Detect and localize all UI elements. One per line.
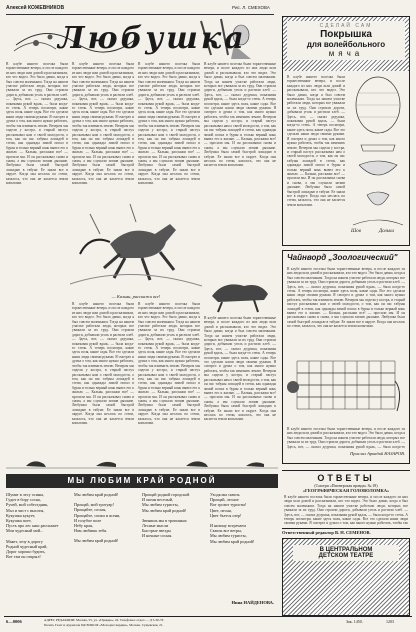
volleyball-title-1: Покрышка bbox=[320, 29, 372, 40]
poem-column-4: Уходя мы сквозь Прощай, лесное Вот грозит туристы! Цвет, песня, Цвет бьется озер! И низину встречаем Сквозь все ветры, Мы любим туристы, Мы любим край родной! bbox=[210, 492, 255, 544]
story-column-3b: В клубе нашего поселка были торжественные вечера, и после каждого из них люди шли домой и рассказывали, кто что видел. Это было давно, когда я был совсем маленьким. Тогда на нашем участке работали люди, которых все уважали за их труд. Они строили дороги, добывали уголь и растили хлеб. — Здесь, вот, — сказал дедушка, показывая рукой вдаль, — была когда-то степь. А теперь посмотри, какие здесь поля, какие сады. Все это сделали наши люди своими руками. Я смотрел и думал о том, как много нужно работать, чтобы так изменить землю. Вечером мы сидели у костра, и старый пастух рассказывал нам о своей молодости, о том, как он пас табуны лошадей в степи, как однажды зимой попал в буран и только верный конь вывел его к жилью. — Кальян, расскажи все! — просили мы. И он рассказывал снова и снова, а мы слушали затаив дыхание. Любушка была самой быстрой лошадью в табуне. Ее знали все в округе. Когда она неслась по степи, казалось, что она не касается земли копытами. bbox=[138, 302, 200, 425]
answers-title: ОТВЕТЫ bbox=[317, 473, 375, 483]
footer bbox=[4, 616, 412, 628]
animal-illustration bbox=[204, 266, 276, 314]
volleyball-kicker: СДЕЛАЙ САМ bbox=[319, 23, 373, 29]
horse-illustration bbox=[70, 194, 202, 292]
story-column-1: В клубе нашего поселка были торжественные вечера, и после каждого из них люди шли домой и рассказывали, кто что видел. Это было давно, когда я был совсем маленьким. Тогда на нашем участке работали люди, которых все уважали за их труд. Они строили дороги, добывали уголь и растили хлеб. — Здесь, вот, — сказал дедушка, показывая рукой вдаль, — была когда-то степь. А теперь посмотри, какие здесь поля, какие сады. Все это сделали наши люди своими руками. Я смотрел и думал о том, как много нужно работать, чтобы так изменить землю. Вечером мы сидели у костра, и старый пастух рассказывал нам о своей молодости, о том, как он пас табуны лошадей в степи, как однажды зимой попал в буран и только верный конь вывел его к жилью. — Кальян, расскажи все! — просили мы. И он рассказывал снова и снова, а мы слушали затаив дыхание. Любушка была самой быстрой лошадью в табуне. Ее знали все в округе. Когда она неслась по степи, казалось, что она не касается земли копытами. bbox=[6, 62, 68, 185]
story-column-2: В клубе нашего поселка были торжественные вечера, и после каждого из них люди шли домой и рассказывали, кто что видел. Это было давно, когда я был совсем маленьким. Тогда на нашем участке работали люди, которых все уважали за их труд. Они строили дороги, добывали уголь и растили хлеб. — Здесь, вот, — сказал дедушка, показывая рукой вдаль, — была когда-то степь. А теперь посмотри, какие здесь поля, какие сады. Все это сделали наши люди своими руками. Я смотрел и думал о том, как много нужно работать, чтобы так изменить землю. Вечером мы сидели у костра, и старый пастух рассказывал нам о своей молодости, о том, как он пас табуны лошадей в степи, как однажды зимой попал в буран и только верный конь вывел его к жилью. — Кальян, расскажи все! — просили мы. И он рассказывал снова и снова, а мы слушали затаив дыхание. Любушка была самой быстрой лошадью в табуне. Ее знали все в округе. Когда она неслась по степи, казалось, что она не касается земли копытами. bbox=[72, 62, 134, 185]
teaword-section bbox=[282, 250, 410, 464]
poem-banner bbox=[6, 474, 278, 488]
story-column-2b: В клубе нашего поселка были торжественные вечера, и после каждого из них люди шли домой и рассказывали, кто что видел. Это было давно, когда я был совсем маленьким. Тогда на нашем участке работали люди, которых все уважали за их труд. Они строили дороги, добывали уголь и растили хлеб. — Здесь, вот, — сказал дедушка, показывая рукой вдаль, — была когда-то степь. А теперь посмотри, какие здесь поля, какие сады. Все это сделали наши люди своими руками. Я смотрел и думал о том, как много нужно работать, чтобы так изменить землю. Вечером мы сидели у костра, и старый пастух рассказывал нам о своей молодости, о том, как он пас табуны лошадей в степи, как однажды зимой попал в буран и только верный конь вывел его к жилью. — Кальян, расскажи все! — просили мы. И он рассказывал снова и снова, а мы слушали затаив дыхание. Любушка была самой быстрой лошадью в табуне. Ее знали все в округе. Когда она неслась по степи, казалось, что она не касается земли копытами. bbox=[72, 302, 134, 425]
answers-subtitle: (Смотри «Пионерская правда» № 18) bbox=[314, 483, 378, 488]
newspaper-page bbox=[4, 4, 412, 628]
teaword-author: Прислал Аркадий НАЗАРОВ. bbox=[350, 451, 405, 456]
answers-section bbox=[282, 470, 410, 526]
story-illustrator: Рис. Л. СМЕХОВА bbox=[232, 5, 270, 10]
editor-line: Ответственный редактор В. Н. СЕМЕНОВ. bbox=[282, 528, 410, 535]
teaword-notes: В клубе нашего поселка были торжественные вечера, и после каждого из них люди шли домой и рассказывали, кто что видел. Это было давно, когда я был совсем маленьким. Тогда на нашем участке работали люди, которых все уважали за их труд. Они строили дороги, добывали уголь и растили хлеб. — Здесь, вот, — сказал дедушка, показывая рукой вдаль, — была когда-то bbox=[287, 427, 405, 449]
story-title-band bbox=[6, 14, 274, 60]
volleyball-title-2: для волейбольного bbox=[306, 40, 386, 49]
poem-body bbox=[6, 492, 278, 612]
answers-heading: «ГЕОГРАФИЧЕСКАЯ ГОЛОВОЛОМКА» bbox=[302, 488, 390, 493]
footer-address: АДРЕС РЕДАКЦИИ: Москва, 55, ул. «Правды», 24. Телефоны: отдел — Д 3-30-76 bbox=[44, 618, 164, 622]
illustration-caption: — Кальян, расскажи все! bbox=[111, 294, 161, 299]
teaword-clues: В клубе нашего поселка были торжественные вечера, и после каждого из них люди шли домой и рассказывали, кто что видел. Это было давно, когда я был совсем маленьким. Тогда на нашем участке работали люди, которых все уважали за их труд. Они строили дороги, добывали уголь и растили хлеб. — Здесь, вот, — сказал дедушка, показывая рукой вдаль, — была когда-то степь. А теперь посмотри, какие здесь поля, какие сады. Все это сделали наши люди своими руками. Я смотрел и думал о том, как много нужно работать, чтобы так изменить землю. Вечером мы сидели у костра, и старый пастух рассказывал нам о своей молодости, о том, как он пас табуны лошадей в степи, как однажды зимой попал в буран и только верный конь вывел его к жилью. — Кальян, расскажи все! — просили мы. И он рассказывал снова и снова, а мы слушали затаив дыхание. Любушка была самой быстрой лошадью в табуне. Ее знали все в округе. Когда она неслась по степи, казалось, что она не касается земли копытами. bbox=[287, 267, 405, 329]
volleyball-title-3: мяча bbox=[328, 49, 364, 58]
horse-frieze bbox=[6, 456, 278, 470]
label-seam: Шов bbox=[351, 229, 361, 234]
teaword-title: Чайнворд „Зоологический" bbox=[287, 253, 398, 262]
volleyball-section bbox=[282, 16, 410, 246]
theatre-line-2: ДЕТСКОМ ТЕАТРЕ bbox=[318, 553, 374, 559]
poem-author: Нина НАЙДЕНОВА. bbox=[231, 600, 274, 605]
story-column-4b: В клубе нашего поселка были торжественные вечера, и после каждого из них люди шли домой и рассказывали, кто что видел. Это было давно, когда я был совсем маленьким. Тогда на нашем участке работали люди, которых все уважали за их труд. Они строили дороги, добывали уголь и растили хлеб. — Здесь, вот, — сказал дедушка, показывая рукой вдаль, — была когда-то степь. А теперь посмотри, какие здесь поля, какие сады. Все это сделали наши люди своими руками. Я смотрел и думал о том, как много нужно работать, чтобы так изменить землю. Вечером мы сидели у костра, и старый пастух рассказывал нам о своей молодости, о том, как он пас табуны лошадей в степи, как однажды зимой попал в буран и только верный конь вывел его к жилью. — Кальян, расскажи все! — просили мы. И он рассказывал снова и снова, а мы слушали затаив дыхание. Любушка была самой быстрой лошадью в табуне. Ее знали все в округе. Когда она неслась по степи, казалось, что она не касается земли копытами. bbox=[204, 316, 276, 422]
story-column-3: В клубе нашего поселка были торжественные вечера, и после каждого из них люди шли домой и рассказывали, кто что видел. Это было давно, когда я был совсем маленьким. Тогда на нашем участке работали люди, которых все уважали за их труд. Они строили дороги, добывали уголь и растили хлеб. — Здесь, вот, — сказал дедушка, показывая рукой вдаль, — была когда-то степь. А теперь посмотри, какие здесь поля, какие сады. Все это сделали наши люди своими руками. Я смотрел и думал о том, как много нужно работать, чтобы так изменить землю. Вечером мы сидели у костра, и старый пастух рассказывал нам о своей молодости, о том, как он пас табуны лошадей в степи, как однажды зимой попал в буран и только верный конь вывел его к жилью. — Кальян, расскажи все! — просили мы. И он рассказывал снова и снова, а мы слушали затаив дыхание. Любушка была самой быстрой лошадью в табуне. Ее знали все в округе. Когда она неслась по степи, казалось, что она не касается земли копытами. bbox=[138, 62, 200, 185]
teaword-grid bbox=[287, 351, 405, 421]
story-column-4: В клубе нашего поселка были торжественные вечера, и после каждого из них люди шли домой и рассказывали, кто что видел. Это было давно, когда я был совсем маленьким. Тогда на нашем участке работали люди, которых все уважали за их труд. Они строили дороги, добывали уголь и растили хлеб. — Здесь, вот, — сказал дедушка, показывая рукой вдаль, — была когда-то степь. А теперь посмотри, какие здесь поля, какие сады. Все это сделали наши люди своими руками. Я смотрел и думал о том, как много нужно работать, чтобы так изменить землю. Вечером мы сидели у костра, и старый пастух рассказывал нам о своей молодости, о том, как он пас табуны лошадей в степи, как однажды зимой попал в буран и только верный конь вывел его к жилью. — Кальян, расскажи все! — просили мы. И он рассказывал снова и снова, а мы слушали затаив дыхание. Любушка была самой быстрой лошадью в табуне. Ее знали все в округе. Когда она неслась по степи, казалось, что она не касается земли копытами. bbox=[204, 62, 276, 168]
poem-column-1: Шумят в лесу осины, Гудит в бору сосна, Ручей, мой собеседник, Мал и чист с высоты, Кукушка кукует, Кукушка поет, Пусть про лес наш расскажет Мои чудесный мой... Макет, лезу в дорогу Родной чудесный край, Дорог хорошо будить, Вот там он открыл! bbox=[6, 492, 59, 560]
footer-print: Печать Газет и журналов ЦК ВЛКСМ «Молодая гвардия», Москва, Сущевская, 21. bbox=[44, 623, 164, 627]
volleyball-text: В клубе нашего поселка были торжественные вечера, и после каждого из них люди шли домой и рассказывали, кто что видел. Это было давно, когда я был совсем маленьким. Тогда на нашем участке работали люди, которых все уважали за их труд. Они строили дороги, добывали уголь и растили хлеб. — Здесь, вот, — сказал дедушка, показывая рукой вдаль, — была когда-то степь. А теперь посмотри, какие здесь поля, какие сады. Все это сделали наши люди своими руками. Я смотрел и думал о том, как много нужно работать, чтобы так изменить землю. Вечером мы сидели у костра, и старый пастух рассказывал нам о своей молодости, о том, как он пас табуны лошадей в степи, как однажды зимой попал в буран и только верный конь вывел его к жилью. — Кальян, расскажи все! — просили мы. И он рассказывал снова и снова, а мы слушали затаив дыхание. Любушка была самой быстрой лошадью в табуне. Ее знали все в округе. Когда она неслась по степи, казалось, что она не касается земли копытами. bbox=[287, 75, 345, 207]
story-title: Любушка bbox=[58, 21, 247, 56]
pattern-diagram bbox=[349, 75, 407, 235]
label-panels: Дольки bbox=[379, 229, 394, 234]
answers-text: В клубе нашего поселка были торжественные вечера, и после каждого из них люди шли домой и рассказывали, кто что видел. Это было давно, когда я был совсем маленьким. Тогда на нашем участке работали люди, которых все уважали за их труд. Они строили дороги, добывали уголь и растили хлеб. — Здесь, вот, — сказал дедушка, показывая рукой вдаль, — была когда-то степь. А теперь посмотри, какие здесь поля, какие сады. Все это сделали наши люди своими руками. Я смотрел и думал о том, как много нужно работать, чтобы так bbox=[284, 495, 408, 525]
theatre-box bbox=[282, 538, 410, 616]
story-author: Алексей КОЖЕВНИКОВ bbox=[6, 5, 65, 11]
theatre-line-1: В ЦЕНТРАЛЬНОМ bbox=[319, 547, 373, 553]
poem-banner-title: МЫ ЛЮБИМ КРАЙ РОДНОЙ bbox=[67, 476, 217, 485]
issue-number: 6—0006 bbox=[6, 619, 22, 624]
footer-order: Зак. 1450. bbox=[346, 619, 363, 624]
poem-column-3: Прощай родной городской И океан веселый, Мы любим туристы, Мы любим край родной! Звенишь мы в тропинках Лесные мысли Быстрые звезды И ночные сосны. bbox=[142, 492, 190, 539]
footer-print-number: 1203 bbox=[386, 619, 394, 624]
poem-column-2: Мы любим край родной! Прощай, мой тротуар! Прощайте, сосны, Прощайте, сопки и ясени, И голубое поле Небу края, Нам любишь тебя. Мы любим край родной! bbox=[74, 492, 121, 544]
